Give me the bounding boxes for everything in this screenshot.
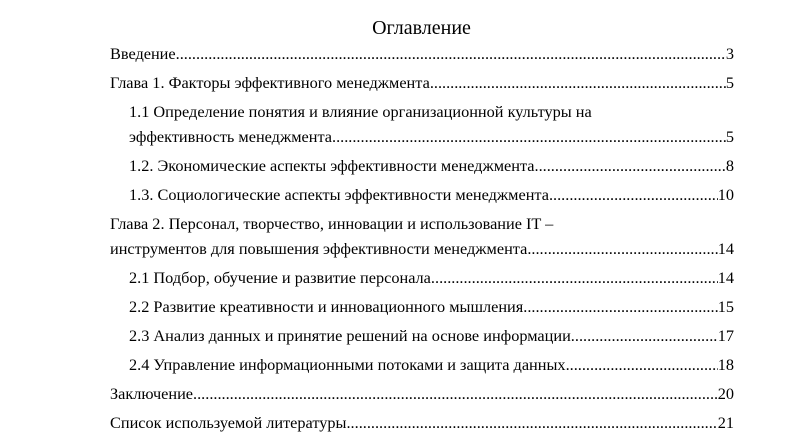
toc-entry-text: Заключение <box>110 384 194 403</box>
leader-dots <box>566 352 718 377</box>
toc-entry-page: 18 <box>717 355 734 374</box>
toc-entry-text: 2.1 Подбор, обучение и развитие персонала <box>129 268 431 287</box>
toc-entry-page: 5 <box>725 127 734 146</box>
toc-entry-text: 2.2 Развитие креативности и инновационного мышления <box>129 297 524 316</box>
toc-entry-text: 2.3 Анализ данных и принятие решений на основе информации <box>129 326 571 345</box>
toc-entry-page: 21 <box>717 413 734 432</box>
toc-entry-page: 8 <box>725 156 734 175</box>
toc-entry-text: Глава 1. Факторы эффективного менеджмента <box>110 73 430 92</box>
toc-entry-text: инструментов для повышения эффективности менеджмента <box>110 239 528 258</box>
toc-entry-section-2-1[interactable] <box>129 265 734 290</box>
leader-dots <box>527 236 717 261</box>
toc-entry-section-2-2[interactable] <box>129 294 734 319</box>
toc-entry-introduction[interactable] <box>110 41 734 66</box>
toc-entry-page: 10 <box>717 185 734 204</box>
toc-entry-conclusion[interactable] <box>110 381 734 406</box>
toc-entry-page: 17 <box>717 326 734 345</box>
leader-dots <box>193 381 718 406</box>
toc-entry-page: 3 <box>725 44 734 63</box>
leader-dots <box>332 124 726 149</box>
toc-entry-section-1-1[interactable] <box>129 99 734 149</box>
leader-dots <box>430 70 726 95</box>
toc-entry-text: 2.4 Управление информационными потоками и защита данных <box>129 355 566 374</box>
leader-dots <box>176 41 726 66</box>
toc-entry-chapter-1[interactable] <box>110 70 734 95</box>
leader-dots <box>346 410 717 435</box>
toc-entry-section-1-3[interactable] <box>129 182 734 207</box>
toc-entry-text: эффективность менеджмента <box>129 127 332 146</box>
toc-entry-page: 15 <box>717 297 734 316</box>
toc-entry-section-2-3[interactable] <box>129 323 734 348</box>
toc-entry-text: 1.2. Экономические аспекты эффективности менеджмента <box>129 156 535 175</box>
toc-entry-text: Список используемой литературы <box>110 413 347 432</box>
toc-entry-text: Введение <box>110 44 176 63</box>
toc-entry-page: 14 <box>717 239 734 258</box>
leader-dots <box>549 182 718 207</box>
toc-entry-section-1-2[interactable] <box>129 153 734 178</box>
toc-entry-section-2-4[interactable] <box>129 352 734 377</box>
leader-dots <box>571 323 718 348</box>
toc-entry-page: 20 <box>717 384 734 403</box>
toc-title: Оглавление <box>372 17 471 39</box>
toc-list <box>110 41 734 435</box>
toc-entry-chapter-2[interactable] <box>110 211 734 261</box>
leader-dots <box>523 294 717 319</box>
toc-entry-page: 5 <box>725 73 734 92</box>
leader-dots <box>431 265 718 290</box>
toc-entry-bibliography[interactable] <box>110 410 734 435</box>
toc-entry-text-line1: 1.1 Определение понятия и влияние организационной культуры на <box>129 102 592 121</box>
toc-entry-text: 1.3. Социологические аспекты эффективности менеджмента <box>129 185 549 204</box>
toc-entry-text-line1: Глава 2. Персонал, творчество, инновации и использование IT – <box>110 214 554 233</box>
leader-dots <box>535 153 726 178</box>
toc-entry-page: 14 <box>717 268 734 287</box>
